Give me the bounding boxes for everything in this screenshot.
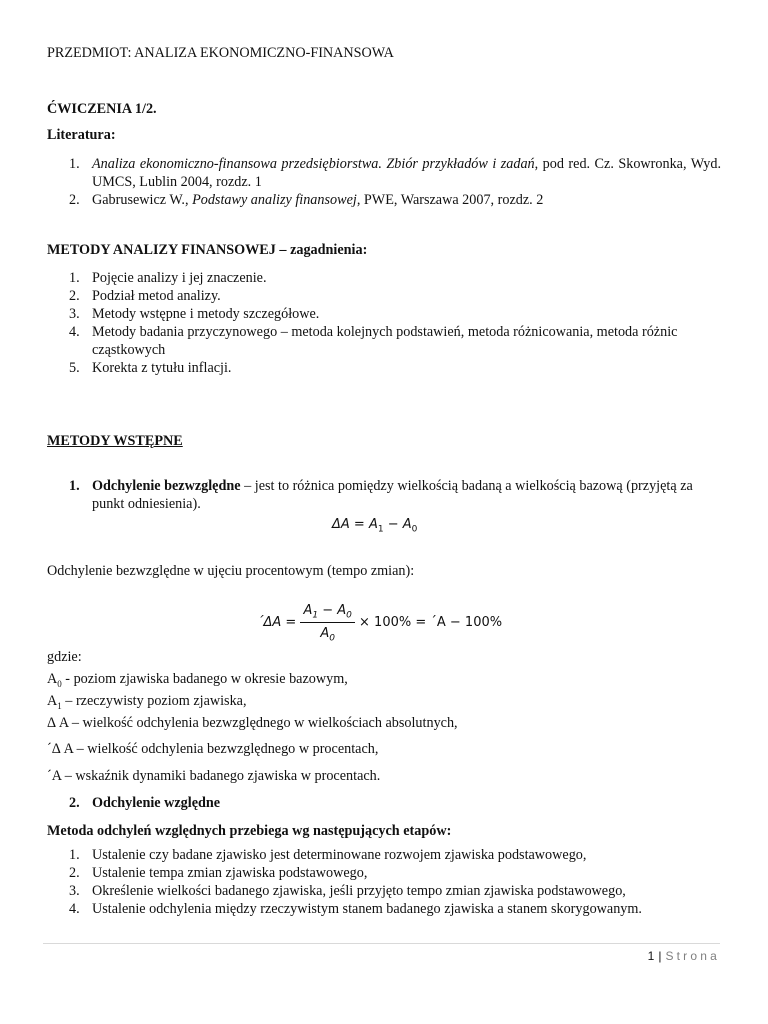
formula-percent-deviation: ´ΔA = $\frac{A_1 - A_0}{A_0}$ × 100% = ´A − 100%: [257, 603, 503, 644]
step-item: 2. Ustalenie tempa zmian zjawiska podstawowego,: [69, 865, 368, 881]
literature-item: 1. Analiza ekonomiczno-finansowa przedsiębiorstwa. Zbiór przykładów i zadań, pod red. Cz. Skowronka, Wyd. UMCS, Lublin 2004, rozdz. 1: [69, 156, 721, 190]
section-1: 1. Odchylenie bezwzględne – jest to różnica pomiędzy wielkością badaną a wielkością bazową (przyjętą za punkt odniesienia).: [69, 478, 693, 512]
footer-divider: [43, 943, 720, 944]
methods-heading: METODY ANALIZY FINANSOWEJ – zagadnienia:: [47, 242, 368, 258]
section-2-title: Odchylenie względne: [92, 795, 221, 811]
definition-a1: $A_1$ – rzeczywisty poziom zjawiska,: [47, 693, 247, 711]
page-footer: 1 | Strona: [647, 949, 720, 963]
book-title: Podstawy analizy finansowej: [192, 192, 357, 208]
step-item: 3. Określenie wielkości badanego zjawiska, jeśli przyjęto tempo zmian zjawiska podstawowego,: [69, 883, 626, 899]
topic-item: 5. Korekta z tytułu inflacji.: [69, 360, 232, 376]
section-2: 2. Odchylenie względne: [69, 795, 221, 811]
literature-heading: Literatura:: [47, 127, 116, 143]
topic-item: 3. Metody wstępne i metody szczegółowe.: [69, 306, 320, 322]
topic-item: 1. Pojęcie analizy i jej znaczenie.: [69, 270, 267, 286]
step-item: 1. Ustalenie czy badane zjawisko jest determinowane rozwojem zjawiska podstawowego,: [69, 847, 587, 863]
subject-line: PRZEDMIOT: ANALIZA EKONOMICZNO-FINANSOWA: [47, 45, 394, 61]
literature-item: 2. Gabrusewicz W., Podstawy analizy finansowej, PWE, Warszawa 2007, rozdz. 2: [69, 192, 544, 208]
percent-intro: Odchylenie bezwzględne w ujęciu procentowym (tempo zmian):: [47, 563, 415, 579]
definition-delta: Δ A – wielkość odchylenia bezwzględnego w wielkościach absolutnych,: [47, 715, 458, 731]
topic-item: 4. Metody badania przyczynowego – metoda kolejnych podstawień, metoda różnicowania, metoda różnic cząstkowych: [69, 324, 678, 358]
where-label: gdzie:: [47, 649, 82, 665]
book-title: Analiza ekonomiczno-finansowa przedsiębiorstwa. Zbiór przykładów i zadań: [92, 156, 535, 172]
steps-list: [47, 846, 721, 918]
page-label: Strona: [665, 949, 720, 963]
definition-dynamics: ´A – wskaźnik dynamiki badanego zjawiska w procentach.: [47, 768, 381, 784]
definition-a0: $A_0$ - poziom zjawiska badanego w okresie bazowym,: [47, 671, 348, 689]
definition-percent-delta: ´Δ A – wielkość odchylenia bezwzględnego w procentach,: [47, 741, 379, 757]
formula-absolute-deviation: $\Delta A = A_1 - A_0$: [332, 517, 418, 535]
prelim-heading: METODY WSTĘPNE: [47, 433, 183, 449]
topic-item: 2. Podział metod analizy.: [69, 288, 221, 304]
exercise-title: ĆWICZENIA 1/2.: [47, 101, 157, 117]
relative-heading: Metoda odchyleń względnych przebiega wg następujących etapów:: [47, 823, 452, 839]
page-number: 1: [647, 949, 655, 963]
topics-list: [47, 269, 721, 377]
step-item: 4. Ustalenie odchylenia między rzeczywistym stanem badanego zjawiska a stanem skorygowanym.: [69, 901, 642, 917]
literature-list: [47, 155, 721, 209]
section-1-title: Odchylenie bezwzględne: [92, 478, 241, 494]
fraction: $\frac{A_1 - A_0}{A_0}$: [300, 602, 354, 643]
